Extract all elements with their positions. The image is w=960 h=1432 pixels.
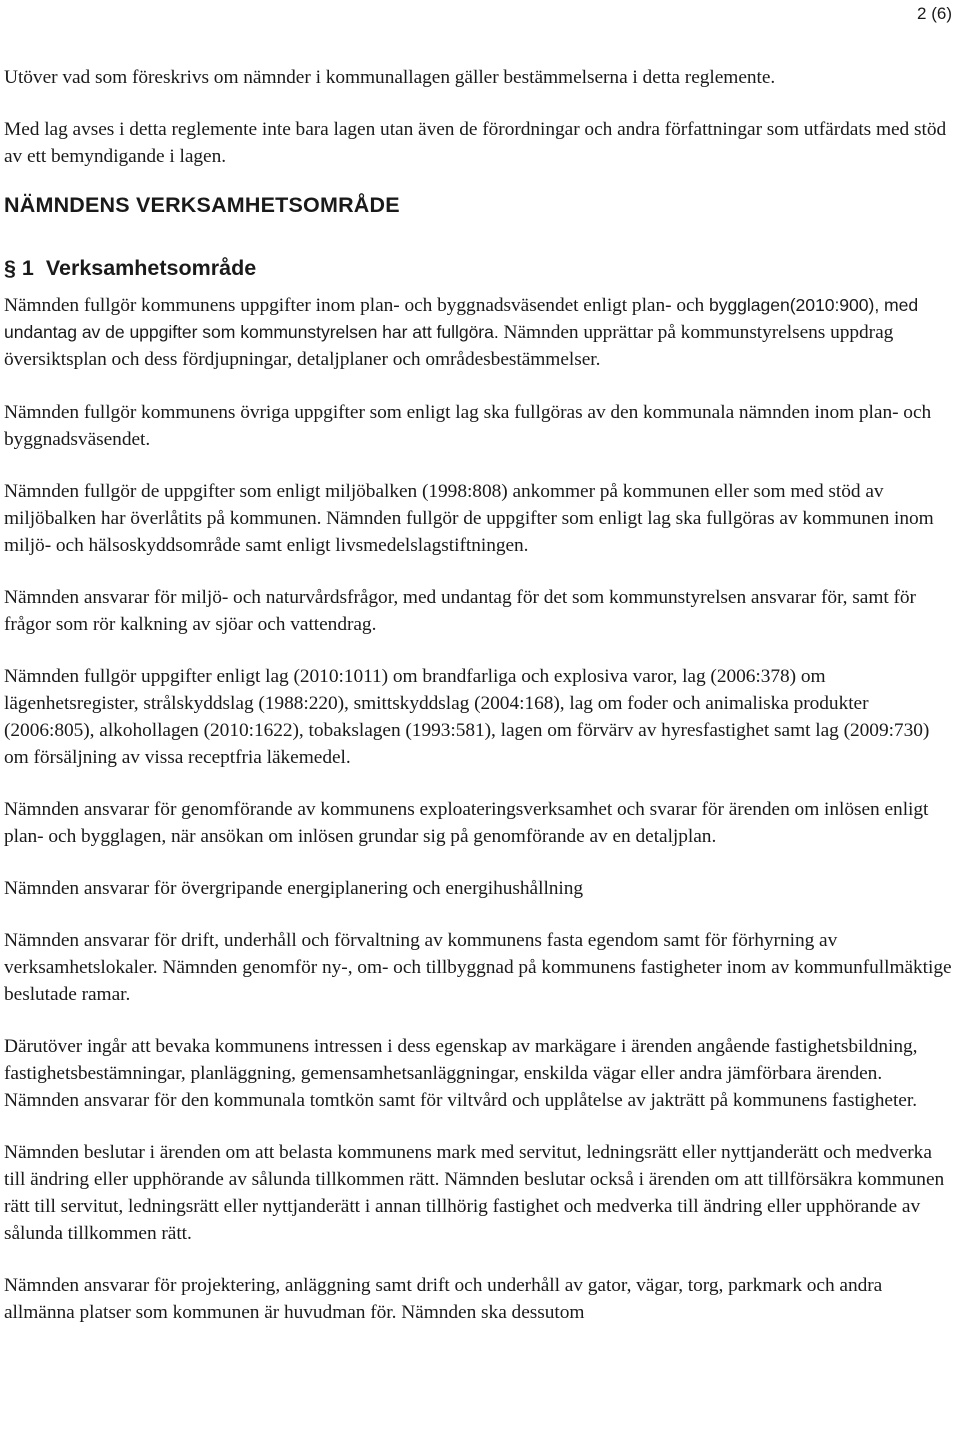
body-paragraph-2: Nämnden fullgör kommunens övriga uppgifter som enligt lag ska fullgöras av den kommunala nämnden inom plan- och byggnadsväsendet. <box>4 402 932 450</box>
body-paragraph-4: Nämnden ansvarar för miljö- och naturvårdsfrågor, med undantag för det som kommunstyrelsen ansvarar för, samt för frågor som rör kalkning av sjöar och vattendrag. <box>4 587 916 635</box>
body-paragraph-5: Nämnden fullgör uppgifter enligt lag (2010:1011) om brandfarliga och explosiva varor, lag (2006:378) om lägenhetsregister, strålskyddslag (1988:220), smittskyddslag (2004:168), lag om foder och animaliska produkter (2006:805), alkohollagen (2010:1622), tobakslagen (1993:581), lagen om förvärv av hyresfastighet samt lag (2009:730) om försäljning av vissa receptfria läkemedel. <box>4 666 930 768</box>
body-paragraph-3: Nämnden fullgör de uppgifter som enligt miljöbalken (1998:808) ankommer på kommunen eller som med stöd av miljöbalken har överlåtits på kommunen. Nämnden fullgör de uppgifter som enligt lag ska fullgöras av kommunen inom miljö- och hälsoskyddsområde samt enligt livsmedelslagstiftningen. <box>4 481 934 556</box>
body-paragraph-1 <box>4 292 952 373</box>
body-paragraph-1-part-3: Nämnden upprättar på kommunstyrelsens uppdrag översiktsplan och dess fördjupningar, detaljplaner och områdesbestämmelser. <box>4 322 894 370</box>
body-paragraph-7: Nämnden ansvarar för övergripande energiplanering och energihushållning <box>4 878 584 899</box>
paragraph-heading: § 1 Verksamhetsområde <box>4 256 257 280</box>
body-paragraph-6: Nämnden ansvarar för genomförande av kommunens exploateringsverksamhet och svarar för ärenden om inlösen enligt plan- och bygglagen, när ansökan om inlösen grundar sig på genomförande av en detaljplan. <box>4 799 929 847</box>
body-paragraph-11: Nämnden ansvarar för projektering, anläggning samt drift och underhåll av gator, vägar, torg, parkmark och andra allmänna platser som kommunen är huvudman för. Nämnden ska dessutom <box>4 1275 883 1323</box>
body-paragraph-1-part-2: bygglagen(2010:900), med undantag av de uppgifter som kommunstyrelsen har att fullgöra. <box>4 295 919 342</box>
section-heading: NÄMNDENS VERKSAMHETSOMRÅDE <box>4 193 400 217</box>
intro-paragraph-1: Utöver vad som föreskrivs om nämnder i kommunallagen gäller bestämmelserna i detta reglemente. <box>4 67 776 88</box>
body-paragraph-8: Nämnden ansvarar för drift, underhåll och förvaltning av kommunens fasta egendom samt för förhyrning av verksamhetslokaler. Nämnden genomför ny-, om- och tillbyggnad på kommunens fastigheter inom av kommunfullmäktige beslutade ramar. <box>4 930 952 1005</box>
body-paragraph-1-part-1: Nämnden fullgör kommunens uppgifter inom plan- och byggnadsväsendet enligt plan- och <box>4 295 709 316</box>
intro-paragraph-2: Med lag avses i detta reglemente inte bara lagen utan även de förordningar och andra författningar som utfärdats med stöd av ett bemyndigande i lagen. <box>4 119 947 167</box>
body-paragraph-10: Nämnden beslutar i ärenden om att belasta kommunens mark med servitut, ledningsrätt eller nyttjanderätt och medverka till ändring eller upphörande av sålunda tillkommen rätt. Nämnden beslutar också i ärenden om att tillförsäkra kommunen rätt till servitut, ledningsrätt eller nyttjanderätt i annan tillhörig fastighet och medverka till ändring eller upphörande av sålunda tillkommen rätt. <box>4 1142 945 1244</box>
body-paragraph-9: Därutöver ingår att bevaka kommunens intressen i dess egenskap av markägare i ärenden angående fastighetsbildning, fastighetsbestämningar, planläggning, gemensamhetsanläggningar, enskilda vägar eller andra jämförbara ärenden. Nämnden ansvarar för den kommunala tomtkön samt för viltvård och upplåtelse av jakträtt på kommunens fastigheter. <box>4 1036 918 1111</box>
document-body <box>4 64 952 1351</box>
page-number: 2 (6) <box>917 4 952 23</box>
